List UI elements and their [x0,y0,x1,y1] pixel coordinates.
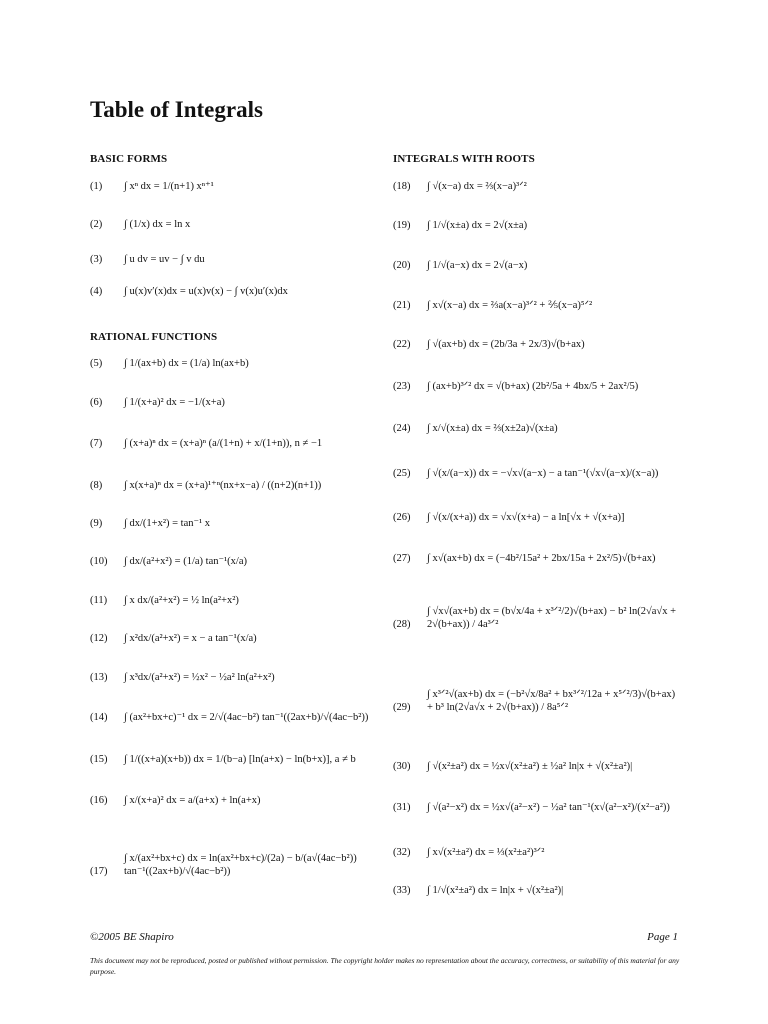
formula-number: (5) [90,358,103,369]
formula-number: (10) [90,556,108,567]
formula-number: (21) [393,300,411,311]
formula: ∫ 1/(x+a)² dx = −1/(x+a) [124,397,225,408]
formula-row [393,511,625,524]
formula: ∫ 1/√(a−x) dx = 2√(a−x) [427,260,528,271]
formula: ∫ x√(x²±a²) dx = ⅓(x²±a²)³ᐟ² [427,847,545,858]
formula-number: (7) [90,438,103,449]
formula-row [90,594,239,607]
formula-row [393,760,632,773]
formula: ∫ x³dx/(a²+x²) = ½x² − ½a² ln(a²+x²) [124,672,275,683]
formula: ∫ dx/(a²+x²) = (1/a) tan⁻¹(x/a) [124,556,247,567]
formula-number: (11) [90,595,108,606]
formula-row [90,517,210,530]
formula: ∫ u(x)v′(x)dx = u(x)v(x) − ∫ v(x)u′(x)dx [124,286,288,297]
formula-row [90,479,321,492]
formula-row [90,437,322,450]
formula-number: (24) [393,423,411,434]
formula: ∫ (ax²+bx+c)⁻¹ dx = 2/√(4ac−b²) tan⁻¹((2ax+b)/√(4ac−b²)) [124,712,369,723]
formula: ∫ √(x/(a−x)) dx = −√x√(a−x) − a tan⁻¹(√x√(a−x)/(x−a)) [427,468,659,479]
formula-number: (9) [90,518,103,529]
formula: ∫ u dv = uv − ∫ v du [124,254,205,265]
formula-number: (20) [393,260,411,271]
formula-row [90,794,261,807]
page-title: Table of Integrals [90,97,263,122]
formula: ∫ xⁿ dx = 1/(n+1) xⁿ⁺¹ [124,181,214,192]
formula: ∫ x/√(x±a) dx = ⅔(x±2a)√(x±a) [427,423,558,434]
formula-number: (16) [90,795,108,806]
disclaimer: This document may not be reproduced, posted or published without permission. The copyright holder makes no representation about the accuracy, correctness, or suitability of this material for any purpose. [90,956,680,976]
formula-row [90,555,247,568]
formula: ∫ x/(x+a)² dx = a/(a+x) + ln(a+x) [124,795,261,806]
formula-row [393,338,585,351]
formula: ∫ 1/((x+a)(x+b)) dx = 1/(b−a) [ln(a+x) − ln(b+x)], a ≠ b [124,754,356,765]
formula: ∫ dx/(1+x²) = tan⁻¹ x [124,518,211,529]
formula-row [90,218,190,231]
formula: ∫ √(x/(x+a)) dx = √x√(x+a) − a ln[√x + √(x+a)] [427,512,625,523]
formula: ∫ x/(ax²+bx+c) dx = ln(ax²+bx+c)/(2a) − b/(a√(4ac−b²)) tan⁻¹((2ax+b)/√(4ac−b²)) [124,853,357,877]
formula-number: (32) [393,847,411,858]
formula: ∫ (x+a)ⁿ dx = (x+a)ⁿ (a/(1+n) + x/(1+n)), n ≠ −1 [124,438,323,449]
copyright-notice: ©2005 BE Shapiro [90,931,174,943]
formula-number: (29) [393,702,411,713]
formula-row [393,380,638,393]
formula-row [90,396,225,409]
formula-number: (1) [90,181,103,192]
formula-number: (8) [90,480,103,491]
formula-row [393,552,656,565]
formula-number: (4) [90,286,103,297]
formula-number: (25) [393,468,411,479]
page-number: Page 1 [647,931,678,943]
formula-row [393,688,683,714]
formula-number: (2) [90,219,103,230]
formula: ∫ x√(x−a) dx = ⅔a(x−a)³ᐟ² + ⅖(x−a)⁵ᐟ² [427,300,593,311]
formula-row [393,846,544,859]
formula: ∫ √x√(ax+b) dx = (b√x/4a + x³ᐟ²/2)√(b+ax) − b² ln(2√a√x + 2√(b+ax)) / 4a³ᐟ² [427,606,676,630]
formula-row [90,253,205,266]
formula-number: (28) [393,619,411,630]
section-basic-forms: BASIC FORMS [90,153,168,165]
formula-number: (27) [393,553,411,564]
formula-number: (18) [393,181,411,192]
formula-row [393,299,592,312]
formula-row [393,422,558,435]
formula-row [393,884,563,897]
formula-number: (12) [90,633,108,644]
formula: ∫ √(a²−x²) dx = ½x√(a²−x²) − ½a² tan⁻¹(x√(a²−x²)/(x²−a²)) [427,802,670,813]
formula: ∫ 1/√(x²±a²) dx = ln|x + √(x²±a²)| [427,885,564,896]
formula: ∫ (1/x) dx = ln x [124,219,191,230]
formula-row [393,180,527,193]
formula-number: (26) [393,512,411,523]
formula: ∫ √(x−a) dx = ⅔(x−a)³ᐟ² [427,181,527,192]
formula-row [90,711,368,724]
formula-number: (14) [90,712,108,723]
section-rational-functions: RATIONAL FUNCTIONS [90,331,218,343]
formula-number: (6) [90,397,103,408]
formula-row [90,180,214,193]
formula-number: (19) [393,220,411,231]
formula-number: (15) [90,754,108,765]
formula: ∫ 1/√(x±a) dx = 2√(x±a) [427,220,528,231]
formula-number: (30) [393,761,411,772]
section-integrals-with-roots: INTEGRALS WITH ROOTS [393,153,535,165]
formula: ∫ x(x+a)ⁿ dx = (x+a)¹⁺ⁿ(nx+x−a) / ((n+2)(n+1)) [124,480,322,491]
formula-number: (23) [393,381,411,392]
formula-row [90,357,249,370]
formula-number: (17) [90,866,108,877]
formula-row [90,753,356,766]
formula: ∫ √(ax+b) dx = (2b/3a + 2x/3)√(b+ax) [427,339,585,350]
formula-number: (13) [90,672,108,683]
formula-number: (31) [393,802,411,813]
formula-row [393,219,527,232]
formula-row [90,632,257,645]
formula-row [90,852,375,878]
formula-number: (22) [393,339,411,350]
formula-row [393,467,658,480]
formula-row [393,801,683,814]
formula-row [393,605,683,631]
formula-row [90,285,288,298]
formula-row [393,259,527,272]
formula: ∫ √(x²±a²) dx = ½x√(x²±a²) ± ½a² ln|x + √(x²±a²)| [427,761,633,772]
formula: ∫ x√(ax+b) dx = (−4b²/15a² + 2bx/15a + 2x²/5)√(b+ax) [427,553,656,564]
formula-row [90,671,275,684]
formula-number: (3) [90,254,103,265]
formula-number: (33) [393,885,411,896]
formula: ∫ x²dx/(a²+x²) = x − a tan⁻¹(x/a) [124,633,257,644]
formula: ∫ x³ᐟ²√(ax+b) dx = (−b²√x/8a² + bx³ᐟ²/12a + x⁵ᐟ²/3)√(b+ax) + b³ ln(2√a√x + 2√(b+ax)) / 8a⁵ᐟ² [427,689,676,713]
formula: ∫ 1/(ax+b) dx = (1/a) ln(ax+b) [124,358,249,369]
formula: ∫ x dx/(a²+x²) = ½ ln(a²+x²) [124,595,239,606]
formula: ∫ (ax+b)³ᐟ² dx = √(b+ax) (2b²/5a + 4bx/5 + 2ax²/5) [427,381,639,392]
